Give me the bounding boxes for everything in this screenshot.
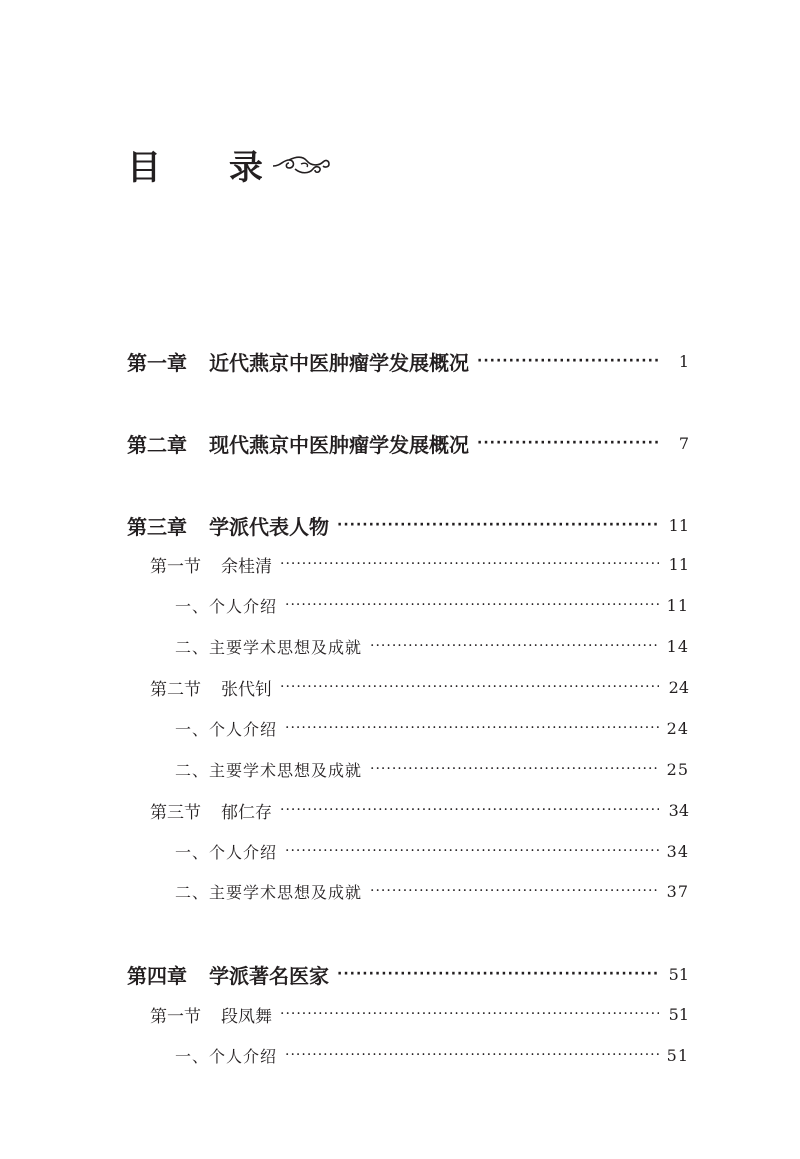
toc-chapter-3[interactable] bbox=[127, 510, 689, 540]
toc-subsection[interactable] bbox=[175, 754, 689, 784]
subsection-title: 二、主要学术思想及成就 bbox=[175, 637, 363, 657]
swirl-ornament-icon bbox=[271, 152, 331, 178]
section-label: 第一节 bbox=[150, 1006, 201, 1027]
dot-leader bbox=[280, 549, 659, 579]
page-number: 34 bbox=[666, 841, 689, 861]
page-title-text: 目 录 bbox=[127, 148, 291, 188]
toc-subsection[interactable] bbox=[175, 590, 689, 620]
toc-subsection[interactable] bbox=[175, 876, 689, 906]
page-number: 24 bbox=[668, 677, 689, 697]
dot-leader bbox=[477, 428, 659, 458]
section-title: 张代钊 bbox=[221, 679, 272, 700]
chapter-label: 第三章 bbox=[127, 514, 187, 539]
page-number: 34 bbox=[668, 800, 689, 820]
subsection-title: 一、个人介绍 bbox=[175, 596, 278, 616]
dot-leader bbox=[285, 713, 659, 743]
subsection-title: 一、个人介绍 bbox=[175, 719, 278, 739]
toc-chapter-1[interactable] bbox=[127, 346, 689, 376]
dot-leader bbox=[370, 754, 659, 784]
page-number: 37 bbox=[666, 881, 689, 901]
page-number: 11 bbox=[668, 554, 689, 574]
section-title: 郁仁存 bbox=[221, 802, 272, 823]
chapter-label: 第二章 bbox=[127, 432, 187, 457]
dot-leader bbox=[280, 999, 659, 1029]
subsection-title: 二、主要学术思想及成就 bbox=[175, 882, 363, 902]
dot-leader bbox=[337, 959, 659, 989]
dot-leader bbox=[370, 631, 659, 661]
toc-chapter-2[interactable] bbox=[127, 428, 689, 458]
page-number: 25 bbox=[666, 759, 689, 779]
page-number: 14 bbox=[666, 636, 689, 656]
chapter-title: 学派著名医家 bbox=[209, 963, 329, 988]
toc-section[interactable] bbox=[150, 672, 689, 702]
chapter-label: 第一章 bbox=[127, 350, 187, 375]
toc-section[interactable] bbox=[150, 549, 689, 579]
toc-section[interactable] bbox=[150, 795, 689, 825]
page-number: 11 bbox=[668, 515, 689, 535]
chapter-title: 现代燕京中医肿瘤学发展概况 bbox=[209, 432, 469, 457]
toc-subsection[interactable] bbox=[175, 713, 689, 743]
section-label: 第二节 bbox=[150, 679, 201, 700]
subsection-title: 一、个人介绍 bbox=[175, 842, 278, 862]
toc-subsection[interactable] bbox=[175, 836, 689, 866]
page-number: 11 bbox=[666, 595, 689, 615]
section-label: 第三节 bbox=[150, 802, 201, 823]
chapter-title: 学派代表人物 bbox=[209, 514, 329, 539]
dot-leader bbox=[285, 590, 659, 620]
subsection-title: 一、个人介绍 bbox=[175, 1046, 278, 1066]
toc-subsection[interactable] bbox=[175, 1040, 689, 1070]
dot-leader bbox=[477, 346, 659, 376]
chapter-label: 第四章 bbox=[127, 963, 187, 988]
page-number: 1 bbox=[678, 351, 689, 371]
section-label: 第一节 bbox=[150, 556, 201, 577]
page-number: 51 bbox=[668, 1004, 689, 1024]
dot-leader bbox=[337, 510, 659, 540]
page-number: 51 bbox=[666, 1045, 689, 1065]
dot-leader bbox=[280, 672, 659, 702]
chapter-title: 近代燕京中医肿瘤学发展概况 bbox=[209, 350, 469, 375]
dot-leader bbox=[280, 795, 659, 825]
toc-subsection[interactable] bbox=[175, 631, 689, 661]
toc-section[interactable] bbox=[150, 999, 689, 1029]
subsection-title: 二、主要学术思想及成就 bbox=[175, 760, 363, 780]
toc-chapter-4[interactable] bbox=[127, 959, 689, 989]
page-number: 51 bbox=[668, 964, 689, 984]
section-title: 余桂清 bbox=[221, 556, 272, 577]
dot-leader bbox=[285, 836, 659, 866]
page-number: 24 bbox=[666, 718, 689, 738]
section-title: 段凤舞 bbox=[221, 1006, 272, 1027]
dot-leader bbox=[370, 876, 659, 906]
page-number: 7 bbox=[678, 433, 689, 453]
dot-leader bbox=[285, 1040, 659, 1070]
page-title bbox=[127, 140, 331, 189]
